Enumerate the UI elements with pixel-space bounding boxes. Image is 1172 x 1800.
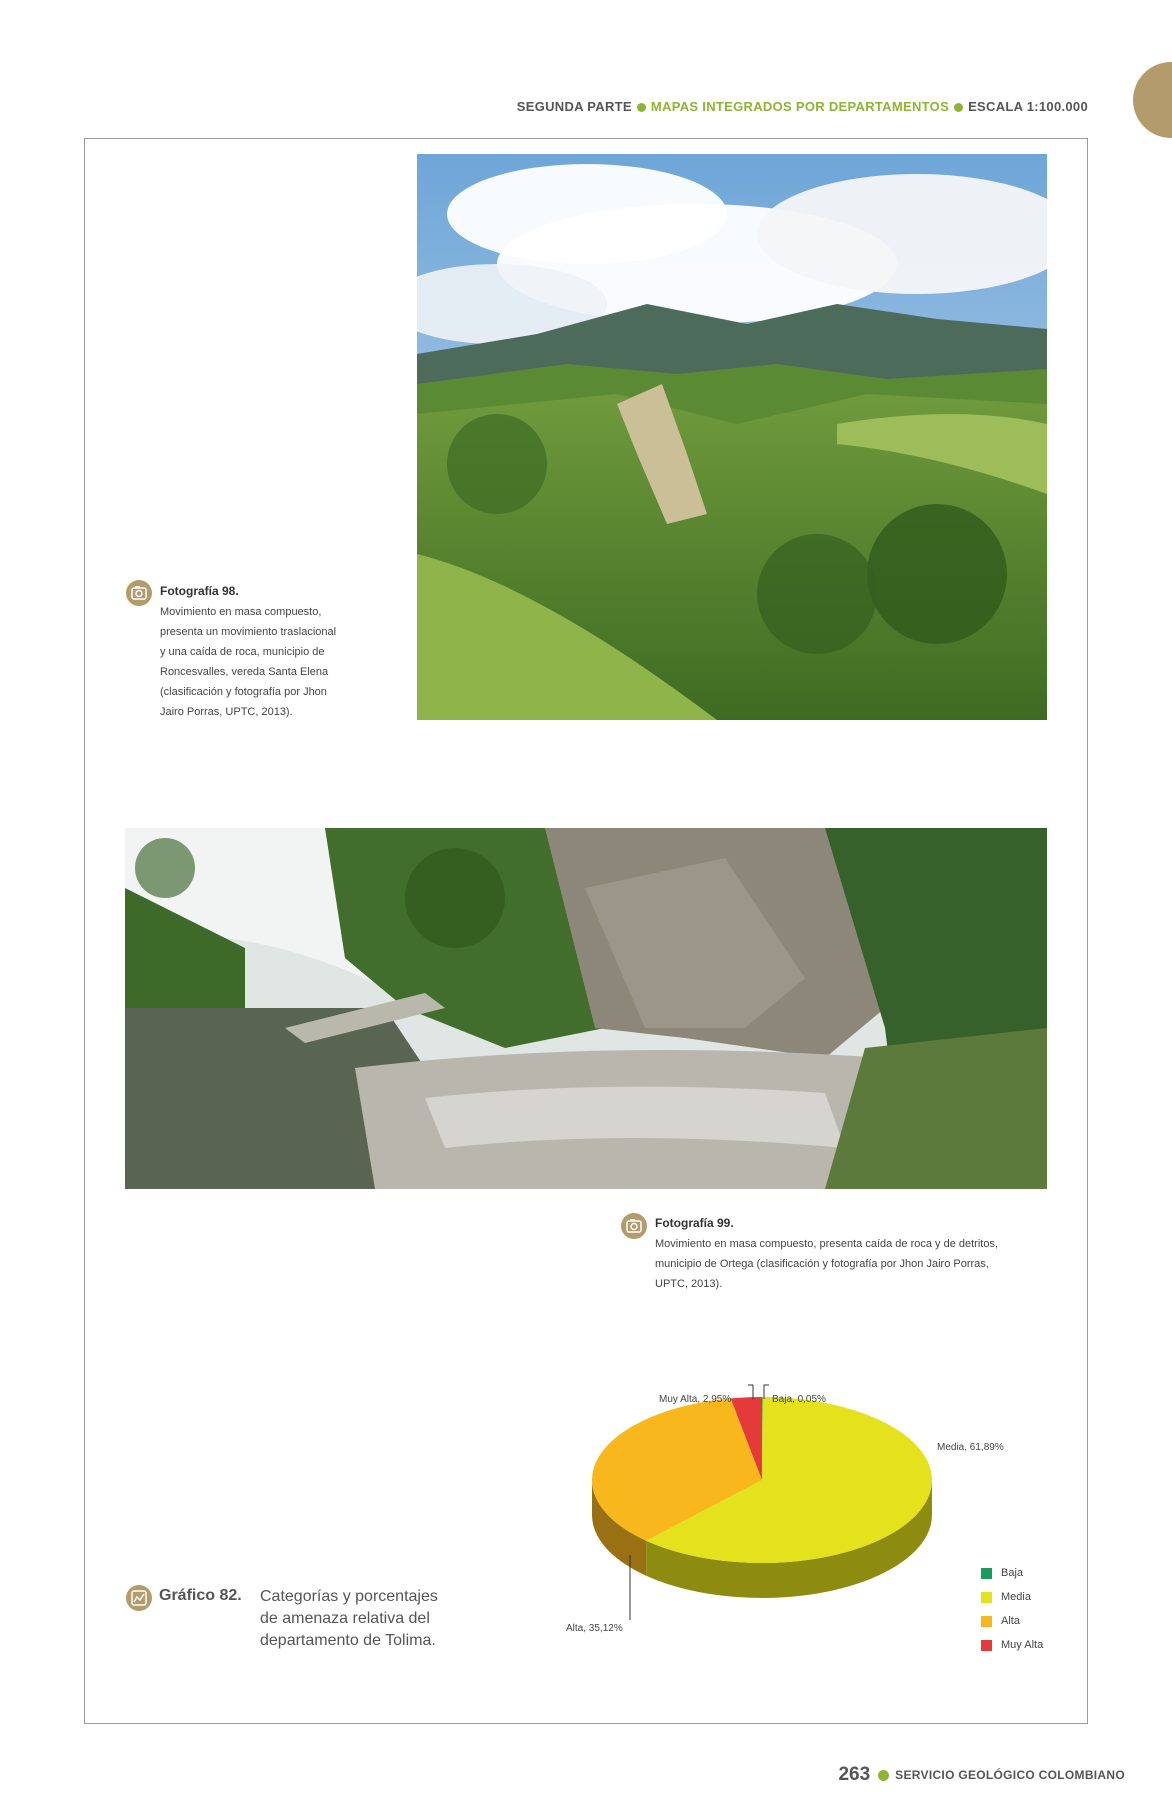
- chart-caption-label: Gráfico 82.: [159, 1587, 242, 1604]
- bullet-dot-icon: [878, 1770, 889, 1781]
- legend-item: [981, 1633, 1043, 1657]
- caption-line: municipio de Ortega (clasificación y fotografía por Jhon Jairo Porras,: [655, 1258, 989, 1270]
- header-part: SEGUNDA PARTE: [516, 99, 632, 114]
- photo-99-caption-title: Fotografía 99.: [655, 1216, 734, 1230]
- caption-line: de amenaza relativa del: [260, 1610, 430, 1627]
- section-tab: [1133, 62, 1172, 138]
- caption-line: UPTC, 2013).: [655, 1278, 723, 1290]
- legend-swatch-baja: [981, 1568, 992, 1579]
- caption-line: Roncesvalles, vereda Santa Elena: [160, 666, 329, 678]
- slice-label-alta: Alta, 35,12%: [566, 1623, 623, 1634]
- chart-legend: [981, 1561, 1043, 1657]
- slice-label-media: Media, 61,89%: [937, 1442, 1004, 1453]
- leader-baja: [764, 1385, 769, 1399]
- caption-line: y una caída de roca, municipio de: [160, 646, 325, 658]
- organization-name: SERVICIO GEOLÓGICO COLOMBIANO: [895, 1768, 1125, 1782]
- photo-99: [125, 828, 1047, 1189]
- pie-chart: [540, 1380, 990, 1650]
- caption-line: Jairo Porras, UPTC, 2013).: [160, 706, 293, 718]
- pie-tops: [592, 1397, 932, 1563]
- caption-line: Categorías y porcentajes: [260, 1588, 438, 1605]
- caption-line: (clasificación y fotografía por Jhon: [160, 686, 327, 698]
- leader-muy-alta: [748, 1385, 753, 1399]
- photo-98-caption: [160, 584, 390, 722]
- legend-label: Alta: [1001, 1615, 1020, 1627]
- header-scale: ESCALA 1:100.000: [968, 99, 1088, 114]
- photo-99-caption: [655, 1216, 1055, 1294]
- caption-line: departamento de Tolima.: [260, 1632, 436, 1649]
- legend-label: Media: [1001, 1591, 1031, 1603]
- slice-label-baja: Baja, 0,05%: [772, 1394, 826, 1405]
- page-number: 263: [838, 1764, 871, 1785]
- caption-line: Movimiento en masa compuesto, presenta caída de roca y de detritos,: [655, 1238, 999, 1250]
- caption-line: Movimiento en masa compuesto,: [160, 606, 322, 618]
- slice-label-muy-alta: Muy Alta, 2,95%: [659, 1394, 732, 1405]
- chart-icon: [126, 1585, 152, 1611]
- legend-item: [981, 1609, 1043, 1633]
- running-header: [517, 99, 1088, 114]
- legend-swatch-media: [981, 1592, 992, 1603]
- photo-99-caption-text: [655, 1234, 1055, 1294]
- camera-icon: [126, 580, 152, 606]
- legend-swatch-muy-alta: [981, 1640, 992, 1651]
- legend-item: [981, 1585, 1043, 1609]
- legend-label: Baja: [1001, 1567, 1024, 1579]
- header-section: MAPAS INTEGRADOS POR DEPARTAMENTOS: [650, 99, 950, 114]
- photo-98: [417, 154, 1047, 720]
- legend-swatch-alta: [981, 1616, 992, 1627]
- chart-caption-text: [260, 1586, 490, 1652]
- page-footer: [838, 1764, 1125, 1786]
- caption-line: presenta un movimiento traslacional: [160, 626, 337, 638]
- legend-label: Muy Alta: [1001, 1639, 1044, 1651]
- camera-icon: [621, 1213, 647, 1239]
- bullet-dot-icon: [637, 103, 646, 112]
- photo-98-caption-text: [160, 602, 390, 722]
- legend-item: [981, 1561, 1043, 1585]
- bullet-dot-icon: [954, 103, 963, 112]
- photo-98-caption-title: Fotografía 98.: [160, 584, 239, 598]
